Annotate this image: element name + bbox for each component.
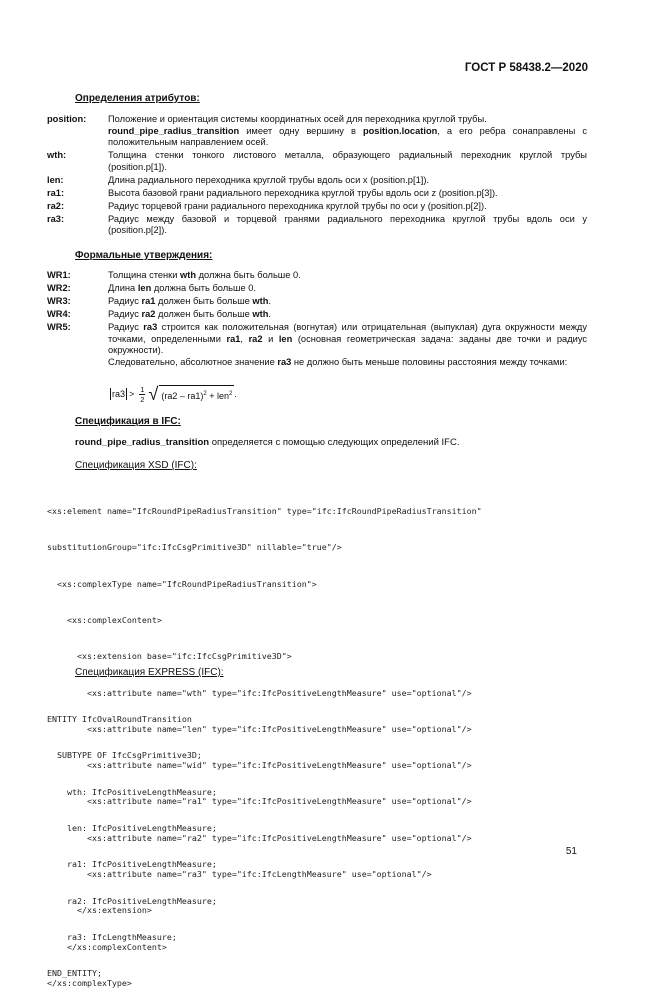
code-line: <xs:attribute name="ra1" type="ifc:IfcPositiveLengthMeasure" use="optional"/> xyxy=(47,796,472,807)
rule-desc-2: Следовательно, абсолютное значение ra3 не должно быть меньше половины расстояния между точками: xyxy=(108,356,568,367)
rule-wr1 xyxy=(47,270,587,282)
formula-radicand: (ra2 – ra1)$^2$ + len$^2$ xyxy=(159,385,234,403)
rule-desc: Толщина стенки wth должна быть больше 0. xyxy=(108,270,301,280)
rule-term: WR1: xyxy=(47,270,71,280)
rule-term: WR3: xyxy=(47,296,71,306)
code-line: </xs:complexType> xyxy=(47,977,132,988)
sqrt-icon: √ xyxy=(148,384,159,404)
attr-term: len: xyxy=(47,174,64,185)
formal-rules xyxy=(47,270,587,370)
formula-gt: > xyxy=(129,389,135,399)
code-line: END_ENTITY; xyxy=(47,968,102,979)
attr-term: position: xyxy=(47,114,87,124)
formula-denominator: 2 xyxy=(140,394,145,404)
attr-ra1 xyxy=(47,188,587,200)
code-line: substitutionGroup="ifc:IfcCsgPrimitive3D" nillable="true"/> xyxy=(47,542,342,553)
attr-term: wth: xyxy=(47,150,67,160)
express-title: Спецификация EXPRESS (IFC): xyxy=(75,667,224,678)
attr-desc: Высота базовой грани радиального переходника круглой трубы вдоль оси z (position.p[3]). xyxy=(108,187,498,198)
ifc-title: Спецификация в IFC: xyxy=(75,416,181,427)
attr-ra3 xyxy=(47,214,587,237)
formula-lhs: ra3 xyxy=(112,389,126,399)
rules-title: Формальные утверждения: xyxy=(75,250,213,261)
code-line: </xs:extension> xyxy=(47,905,152,916)
code-line: <xs:attribute name="len" type="ifc:IfcPositiveLengthMeasure" use="optional"/> xyxy=(47,723,472,734)
code-line: <xs:attribute name="ra3" type="ifc:IfcLengthMeasure" use="optional"/> xyxy=(47,869,432,879)
code-line: SUBTYPE OF IfcCsgPrimitive3D; xyxy=(47,750,202,761)
code-line: ENTITY IfcOvalRoundTransition xyxy=(47,714,192,725)
attr-position xyxy=(47,114,587,149)
rule-wr3 xyxy=(47,296,587,308)
formula-end: . xyxy=(234,389,237,399)
attr-desc: Положение и ориентация системы координатных осей для переходника круглой трубы. xyxy=(108,114,487,124)
express-code xyxy=(47,689,217,991)
formula-numerator: 1 xyxy=(140,384,145,394)
rule-wr4 xyxy=(47,309,587,321)
document-header: ГОСТ Р 58438.2—2020 xyxy=(464,62,588,74)
rule-term: WR2: xyxy=(47,283,71,293)
attr-desc-2: round_pipe_radius_transition имеет одну вершину в position.location, а его ребра сонаправлены с положительным направлением осей. xyxy=(108,125,587,147)
rule-desc: Радиус ra2 должен быть больше wth. xyxy=(108,309,272,319)
page-number: 51 xyxy=(565,846,577,857)
attr-desc: Радиус между базовой и торцевой гранями радиального переходника круглой трубы вдоль оси y (position.p[2]). xyxy=(108,213,587,235)
code-line: <xs:attribute name="wid" type="ifc:IfcPositiveLengthMeasure" use="optional"/> xyxy=(47,760,472,771)
xsd-title: Спецификация XSD (IFC): xyxy=(75,460,197,471)
rule-term: WR4: xyxy=(47,309,71,319)
attr-term: ra3: xyxy=(47,213,65,224)
formula-sqrt xyxy=(148,385,234,403)
attr-desc: Длина радиального переходника круглой трубы вдоль оси x (position.p[1]). xyxy=(108,174,429,185)
attribute-definitions xyxy=(47,114,587,238)
rule-desc: Длина len должна быть больше 0. xyxy=(108,283,256,293)
code-line: <xs:extension base="ifc:IfcCsgPrimitive3D"> xyxy=(47,651,292,662)
rule-wr5 xyxy=(47,322,587,368)
code-line: ra2: IfcPositiveLengthMeasure; xyxy=(47,895,217,906)
code-line: <xs:attribute name="wth" type="ifc:IfcPositiveLengthMeasure" use="optional"/> xyxy=(47,687,472,698)
rule-desc: Радиус ra1 должен быть больше wth. xyxy=(108,296,272,306)
rule-wr2 xyxy=(47,283,587,295)
formula-fraction xyxy=(139,385,145,404)
code-line: wth: IfcPositiveLengthMeasure; xyxy=(47,786,217,797)
code-line: ra1: IfcPositiveLengthMeasure; xyxy=(47,859,217,870)
code-line: <xs:complexContent> xyxy=(47,615,162,626)
attr-len xyxy=(47,175,587,187)
attr-term: ra2: xyxy=(47,200,65,211)
code-line: len: IfcPositiveLengthMeasure; xyxy=(47,823,217,834)
code-line: <xs:complexType name="IfcRoundPipeRadiusTransition"> xyxy=(47,578,317,589)
attr-wth xyxy=(47,150,587,173)
code-line: <xs:attribute name="ra2" type="ifc:IfcPositiveLengthMeasure" use="optional"/> xyxy=(47,832,472,843)
code-line: <xs:element name="IfcRoundPipeRadiusTransition" type="ifc:IfcRoundPipeRadiusTransition" xyxy=(47,506,482,517)
attr-term: ra1: xyxy=(47,187,65,198)
attr-desc: Радиус торцевой грани радиального переходника круглой трубы по оси y (position.p[2]). xyxy=(108,200,487,211)
inequality-formula xyxy=(110,382,237,406)
rule-desc: Радиус ra3 строится как положительная (вогнутая) или отрицательная (выпуклая) дуга окружности между точками, определенными ra1, ra2 и len (основная геометрическая задача: заданы две точки и радиус окружности). xyxy=(108,322,588,355)
ifc-paragraph: round_pipe_radius_transition определяется с помощью следующих определений IFC. xyxy=(75,437,460,448)
attributes-title: Определения атрибутов: xyxy=(75,93,200,104)
attr-desc: Толщина стенки тонкого листового металла, образующего радиальный переходник круглой трубы (position.p[1]). xyxy=(108,150,587,172)
code-line: </xs:complexContent> xyxy=(47,941,167,952)
code-line: ra3: IfcLengthMeasure; xyxy=(47,931,177,942)
attr-ra2 xyxy=(47,201,587,213)
rule-term: WR5: xyxy=(47,322,71,332)
